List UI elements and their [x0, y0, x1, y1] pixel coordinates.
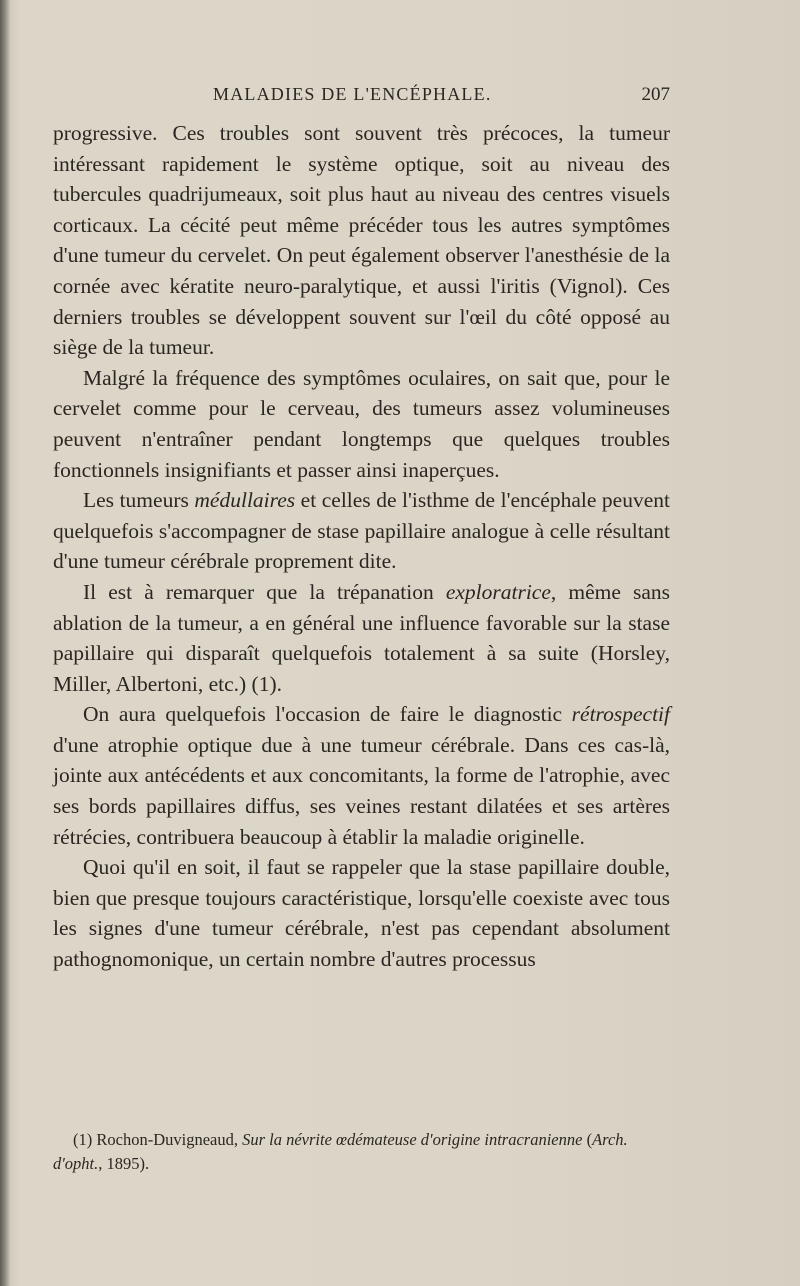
- paragraph: [53, 852, 670, 974]
- text-run: (: [582, 1130, 593, 1149]
- italic-text: Sur la névrite œdémateuse d'origine intracranienne: [242, 1130, 583, 1149]
- text-run: et celles de l'isthme de l'encéphale peuvent quelquefois s'accompagner de stase papillaire analogue à celle résultant d'une tumeur cérébrale proprement dite.: [53, 488, 670, 574]
- paragraph: [53, 485, 670, 577]
- paragraph: [53, 699, 670, 852]
- footnote: [53, 1128, 670, 1176]
- text-run: On aura quelquefois l'occasion de faire le diagnostic: [83, 702, 572, 727]
- text-run: , même sans ablation de la tumeur, a en général une influence favorable sur la stase papillaire qui disparaît quelquefois totalement à sa suite (Horsley, Miller, Albertoni, etc.) (1).: [53, 579, 671, 696]
- text-run: (1) Rochon-Duvigneaud,: [73, 1130, 243, 1149]
- italic-text: exploratrice: [445, 579, 551, 604]
- running-title: MALADIES DE L'ENCÉPHALE.: [213, 84, 492, 104]
- text-run: progressive. Ces troubles sont souvent très précoces, la tumeur intéressant rapidement le système optique, soit au niveau des tubercules quadrijumeaux, soit plus haut au niveau des centres visuels corticaux. La cécité peut même précéder tous les autres symptômes d'une tumeur du cervelet. On peut également observer l'anesthésie de la cornée avec kératite neuro-paralytique, et aussi l'iritis (Vignol). Ces derniers troubles se développent souvent sur l'œil du côté opposé au siège de la tumeur.: [53, 121, 670, 360]
- binding-gutter: [0, 0, 10, 1286]
- text-run: Quoi qu'il en soit, il faut se rappeler que la stase papillaire double, bien que presque toujours caractéristique, lorsqu'elle coexiste avec tous les signes d'une tumeur cérébrale, n'est pas cependant absolument pathognomonique, un certain nombre d'autres processus: [53, 855, 670, 972]
- page-header: [53, 84, 670, 110]
- paragraph: [53, 577, 670, 699]
- text-run: Les tumeurs: [83, 488, 195, 513]
- paragraph: [53, 118, 670, 363]
- text-run: d'une atrophie optique due à une tumeur cérébrale. Dans ces cas-là, jointe aux antécédents et aux concomitants, la forme de l'atrophie, avec ses bords papillaires diffus, ses veines restant dilatées et ses artères rétrécies, contribuera beaucoup à établir la maladie originelle.: [53, 732, 670, 849]
- text-run: Il est à remarquer que la trépanation: [83, 579, 446, 604]
- italic-text: médullaires: [194, 488, 296, 513]
- page-number: 207: [641, 84, 670, 105]
- italic-text: Arch. d'opht.: [53, 1130, 628, 1173]
- text-run: , 1895).: [98, 1154, 150, 1173]
- body-text: [53, 118, 670, 975]
- text-run: Malgré la fréquence des symptômes oculaires, on sait que, pour le cervelet comme pour le cerveau, des tumeurs assez volumineuses peuvent n'entraîner pendant longtemps que quelques troubles fonctionnels insignifiants et passer ainsi inaperçues.: [53, 365, 670, 482]
- paragraph: [53, 363, 670, 485]
- italic-text: rétrospectif: [571, 702, 670, 727]
